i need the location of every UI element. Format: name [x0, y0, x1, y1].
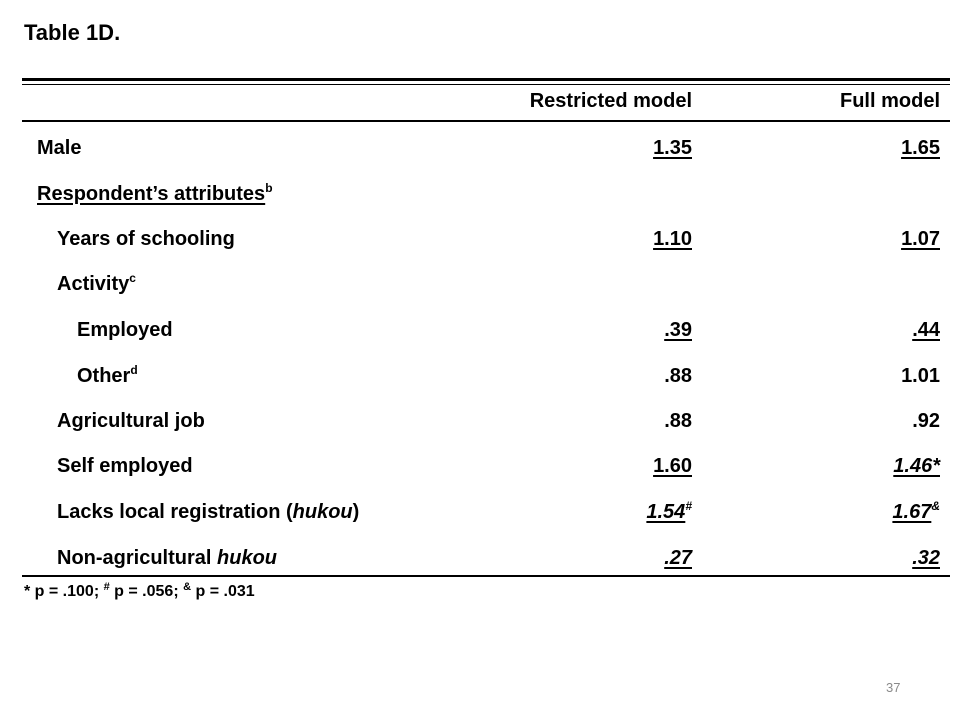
- footnote-marker: d: [130, 363, 138, 377]
- row-label: Respondent’s attributes$^b$: [37, 181, 273, 205]
- bottom-rule: [22, 575, 950, 577]
- table-row: [0, 455, 960, 485]
- table-title: Table 1D.: [24, 20, 121, 45]
- significance-marker: #: [685, 499, 692, 513]
- full-value: .44: [912, 319, 940, 341]
- row-label: Other$^d$: [77, 363, 138, 387]
- table-row: [0, 319, 960, 349]
- table-row: [0, 365, 960, 395]
- full-value: 1.67&: [892, 499, 940, 523]
- full-value: 1.65: [901, 137, 940, 159]
- table-row: [0, 228, 960, 258]
- column-header-full: Full model: [840, 90, 940, 112]
- restricted-value: .88: [664, 365, 692, 387]
- footnote-marker: b: [265, 181, 273, 195]
- restricted-value: 1.60: [653, 455, 692, 477]
- row-label: Activity$^c$: [57, 271, 136, 295]
- full-value: .32: [912, 547, 940, 569]
- row-label: Non-agricultural hukou: [57, 547, 278, 569]
- table-row: [0, 501, 960, 531]
- restricted-value: .39: [664, 319, 692, 341]
- restricted-value: 1.54#: [646, 499, 692, 523]
- full-value: 1.07: [901, 228, 940, 250]
- restricted-value: 1.35: [653, 137, 692, 159]
- row-label: Agricultural job: [57, 410, 205, 432]
- restricted-value: .27: [664, 547, 692, 569]
- significance-footnote: * p = .100; # p = .056; & p = .031: [24, 581, 255, 600]
- row-label: Years of schooling: [57, 228, 235, 250]
- footnote-marker: c: [129, 271, 136, 285]
- header-rule: [22, 120, 950, 122]
- full-value: 1.01: [901, 365, 940, 387]
- page-number: 37: [886, 680, 901, 695]
- full-value: 1.46*: [893, 455, 940, 477]
- row-label: Employed: [77, 319, 173, 341]
- significance-marker: &: [931, 499, 940, 513]
- row-label: Male: [37, 137, 82, 159]
- restricted-value: 1.10: [653, 228, 692, 250]
- table-row: [0, 410, 960, 440]
- row-label: Lacks local registration (hukou): [57, 501, 360, 523]
- table-row: [0, 183, 960, 213]
- table-row: [0, 273, 960, 303]
- full-value: .92: [912, 410, 940, 432]
- restricted-value: .88: [664, 410, 692, 432]
- column-header-restricted: Restricted model: [529, 90, 692, 112]
- row-label: Self employed: [57, 455, 193, 477]
- table-row: [0, 547, 960, 577]
- table-row: [0, 137, 960, 167]
- top-double-rule: [22, 78, 950, 85]
